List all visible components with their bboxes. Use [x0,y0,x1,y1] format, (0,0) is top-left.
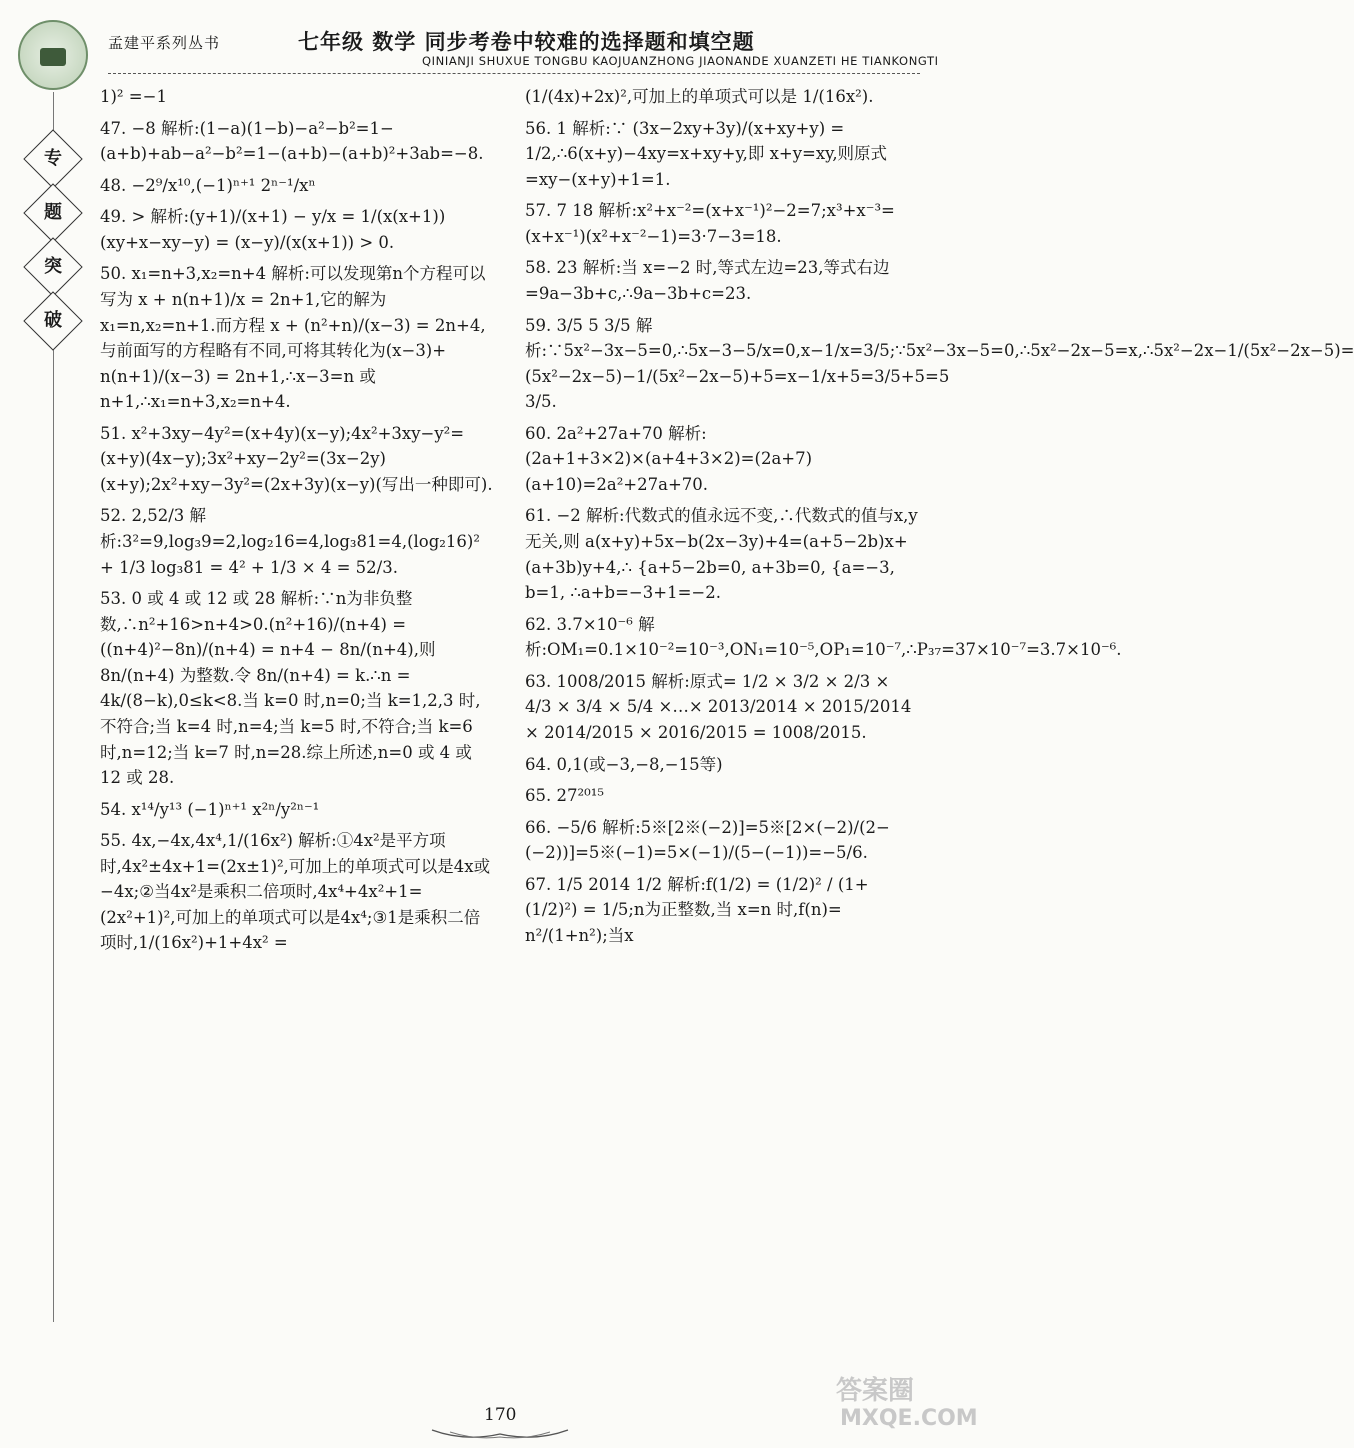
answer-item: 55. 4x,−4x,4x⁴,1/(16x²) 解析:①4x²是平方项时,4x²±4x+1=(2x±1)²,可加上的单项式可以是4x或−4x;②当4x²是乘积二倍项时,4x⁴+4x²+1=(2x²+1)²,可加上的单项式可以是4x⁴;③1是乘积二倍项时,1/(16x²)+1+4x² = [100,831,491,953]
answer-item: 63. 1008/2015 解析:原式= 1/2 × 3/2 × 2/3 × 4/3 × 3/4 × 5/4 ×…× 2013/2014 × 2015/2014 × 2014/2015 × 2016/2015 = 1008/2015. [525,671,912,742]
answer-item: 47. −8 解析:(1−a)(1−b)−a²−b²=1−(a+b)+ab−a²−b²=1−(a+b)−(a+b)²+3ab=−8. [100,118,484,164]
answer-item: 1)² =−1 [100,87,167,106]
answer-item: 54. x¹⁴/y¹³ (−1)ⁿ⁺¹ x²ⁿ/y²ⁿ⁻¹ [100,799,320,819]
side-badge [23,237,82,296]
left-column [100,84,495,962]
publisher-logo-icon [18,20,88,90]
answer-item: 58. 23 解析:当 x=−2 时,等式左边=23,等式右边=9a−3b+c,∴9a−3b+c=23. [525,258,890,303]
answer-item: 52. 2,52/3 解析:3²=9,log₃9=2,log₂16=4,log₃81=4,(log₂16)² + 1/3 log₃81 = 4² + 1/3 × 4 = 52/3. [100,506,480,577]
watermark-logo: 答案圈 [836,1376,915,1406]
side-badge-label: 专 [44,148,62,169]
answer-item: 61. −2 解析:代数式的值永远不变,∴代数式的值与x,y无关,则 a(x+y)+5x−b(2x−3y)+4=(a+5−2b)x+(a+3b)y+4,∴ {a+5−2b=0, a+3b=0, {a=−3, b=1, ∴a+b=−3+1=−2. [525,506,918,603]
answer-item: 53. 0 或 4 或 12 或 28 解析:∵n为非负整数,∴n²+16>n+4>0.(n²+16)/(n+4) = ((n+4)²−8n)/(n+4) = n+4 − 8n/(n+4),则 8n/(n+4) 为整数.令 8n/(n+4) = k.∴n = 4k/(8−k),0≤k<8.当 k=0 时,n=0;当 k=1,2,3 时,不符合;当 k=4 时,n=4;当 k=5 时,不符合;当 k=6 时,n=12;当 k=7 时,n=28.综上所述,n=0 或 4 或 12 或 28. [100,589,481,788]
side-badge-label: 题 [44,202,62,223]
answer-item: 57. 7 18 解析:x²+x⁻²=(x+x⁻¹)²−2=7;x³+x⁻³=(x+x⁻¹)(x²+x⁻²−1)=3·7−3=18. [525,201,895,246]
side-badge-label: 破 [44,310,62,331]
series-name: 孟建平系列丛书 [108,34,221,52]
answer-item: 56. 1 解析:∵ (3x−2xy+3y)/(x+xy+y) = 1/2,∴6(x+y)−4xy=x+xy+y,即 x+y=xy,则原式=xy−(x+y)+1=1. [525,118,888,189]
answer-item: 62. 3.7×10⁻⁶ 解析:OM₁=0.1×10⁻²=10⁻³,ON₁=10⁻⁵,OP₁=10⁻⁷,∴P₃₇=37×10⁻⁷=3.7×10⁻⁶. [525,614,1122,660]
side-badge [23,129,82,188]
answer-item: 60. 2a²+27a+70 解析:(2a+1+3×2)×(a+4+3×2)=(2a+7)(a+10)=2a²+27a+70. [525,423,813,494]
answer-item: 59. 3/5 5 3/5 解析:∵5x²−3x−5=0,∴5x−3−5/x=0,x−1/x=3/5;∵5x²−3x−5=0,∴5x²−2x−5=x,∴5x²−2x−1/(5x²−2x−5)=(5x²−2x−5)−1/(5x²−2x−5)+5=x−1/x+5=3/5+5=5 3/5. [525,315,1354,412]
side-badge [23,291,82,350]
side-badge [23,183,82,242]
answer-item: 50. x₁=n+3,x₂=n+4 解析:可以发现第n个方程可以写为 x + n(n+1)/x = 2n+1,它的解为 x₁=n,x₂=n+1.而方程 x + (n²+n)/(x−3) = 2n+4,与前面写的方程略有不同,可将其转化为(x−3)+ n(n+1)/(x−3) = 2n+1,∴x−3=n 或 n+1,∴x₁=n+3,x₂=n+4. [100,264,486,412]
watermark-url: MXQE.COM [840,1406,978,1431]
answer-item: 65. 27²⁰¹⁵ [525,786,604,806]
answer-item: 64. 0,1(或−3,−8,−15等) [525,754,723,774]
right-column [525,84,1354,954]
answer-item: 66. −5/6 解析:5※[2※(−2)]=5※[2×(−2)/(2−(−2))]=5※(−1)=5×(−1)/(5−(−1))=−5/6. [525,817,890,863]
page-header [0,0,1000,80]
answer-item: 67. 1/5 2014 1/2 解析:f(1/2) = (1/2)² / (1+(1/2)²) = 1/5;n为正整数,当 x=n 时,f(n)= n²/(1+n²);当x [525,874,869,945]
page-ornament-icon [430,1428,570,1442]
answer-item: 49. > 解析:(y+1)/(x+1) − y/x = 1/(x(x+1)) (xy+x−xy−y) = (x−y)/(x(x+1)) > 0. [100,207,446,252]
header-divider [108,73,920,74]
side-badge-label: 突 [44,256,62,277]
answer-item: 48. −2⁹/x¹⁰,(−1)ⁿ⁺¹ 2ⁿ⁻¹/xⁿ [100,175,316,195]
page-number: 170 [484,1405,517,1425]
book-title: 七年级 数学 同步考卷中较难的选择题和填空题 [298,29,755,54]
answer-item: (1/(4x)+2x)²,可加上的单项式可以是 1/(16x²). [525,87,874,106]
book-title-pinyin: QINIANJI SHUXUE TONGBU KAOJUANZHONG JIAONANDE XUANZETI HE TIANKONGTI [422,54,939,68]
answer-item: 51. x²+3xy−4y²=(x+4y)(x−y);4x²+3xy−y²=(x+y)(4x−y);3x²+xy−2y²=(3x−2y)(x+y);2x²+xy−3y²=(2x+3y)(x−y)(写出一种即可). [100,423,493,494]
